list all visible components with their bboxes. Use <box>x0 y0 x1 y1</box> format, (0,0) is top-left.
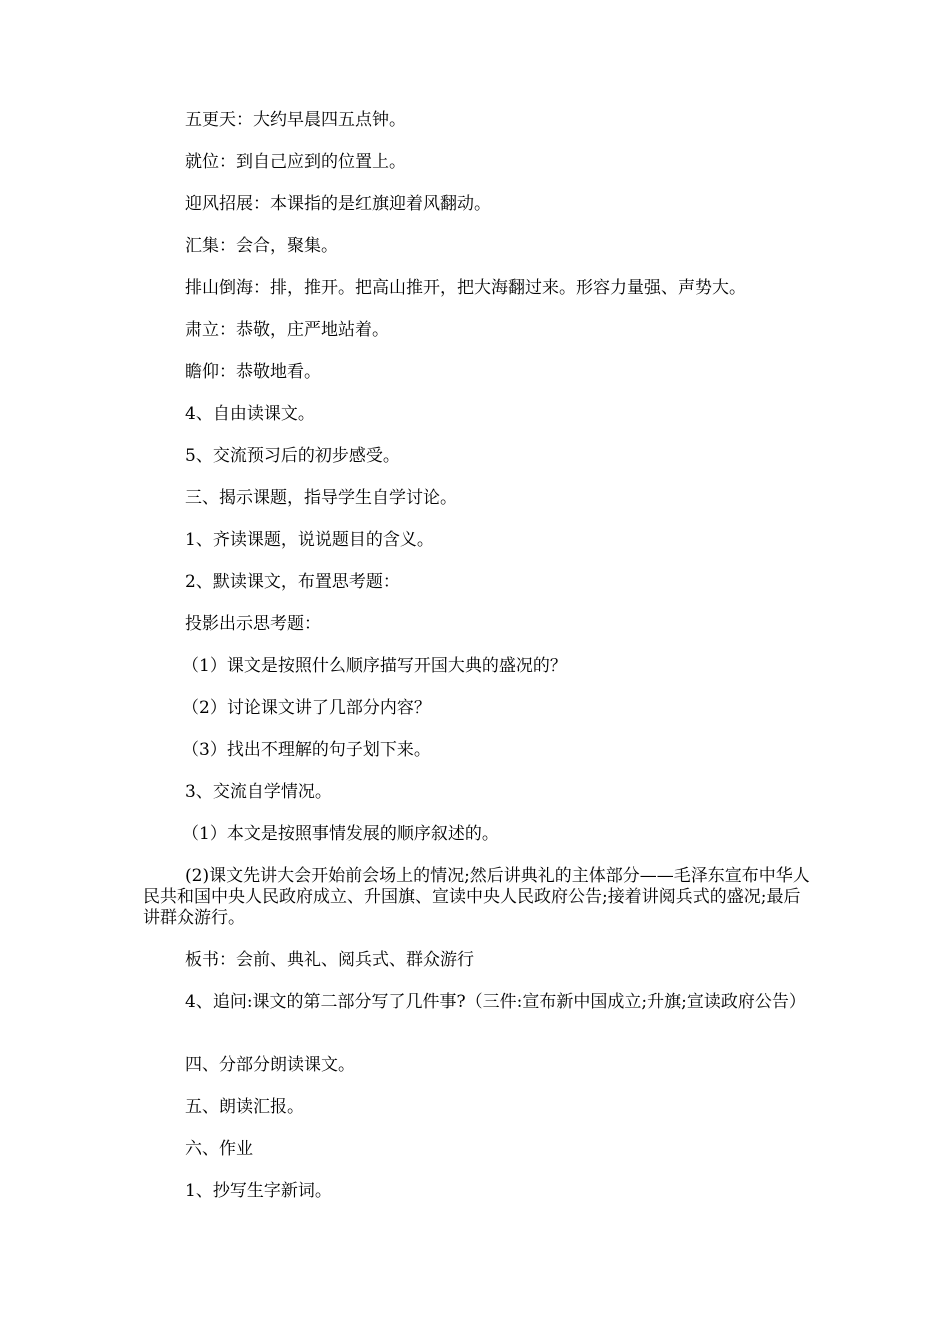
paragraph-2: 就位：到自己应到的位置上。 <box>185 152 406 172</box>
paragraph-15: （2）讨论课文讲了几部分内容？ <box>182 698 431 718</box>
paragraph-4: 汇集：会合，聚集。 <box>185 236 338 256</box>
paragraph-10: 三、揭示课题，指导学生自学讨论。 <box>185 488 457 508</box>
paragraph-3: 迎风招展：本课指的是红旗迎着风翻动。 <box>185 194 491 214</box>
paragraph-12: 2、默读课文，布置思考题： <box>185 572 400 592</box>
paragraph-18: （1）本文是按照事情发展的顺序叙述的。 <box>182 824 499 844</box>
paragraph-22: 四、分部分朗读课文。 <box>185 1055 355 1075</box>
paragraph-7: 瞻仰：恭敬地看。 <box>185 362 321 382</box>
paragraph-6: 肃立：恭敬，庄严地站着。 <box>185 320 389 340</box>
paragraph-23: 五、朗读汇报。 <box>185 1097 304 1117</box>
paragraph-14: （1）课文是按照什么顺序描写开国大典的盛况的？ <box>182 656 567 676</box>
paragraph-8: 4、自由读课文。 <box>185 404 315 424</box>
paragraph-13: 投影出示思考题： <box>185 614 321 634</box>
paragraph-5: 排山倒海：排，推开。把高山推开，把大海翻过来。形容力量强、声势大。 <box>185 278 746 298</box>
paragraph-16: （3）找出不理解的句子划下来。 <box>182 740 431 760</box>
paragraph-21: 4、追问:课文的第二部分写了几件事?（三件:宣布新中国成立;升旗;宣读政府公告） <box>185 992 806 1012</box>
paragraph-24: 六、作业 <box>185 1139 253 1159</box>
paragraph-9: 5、交流预习后的初步感受。 <box>185 446 400 466</box>
paragraph-1: 五更天：大约早晨四五点钟。 <box>185 110 406 130</box>
paragraph-19: (2)课文先讲大会开始前会场上的情况;然后讲典礼的主体部分——毛泽东宣布中华人民共和国中央人民政府成立、升国旗、宣读中央人民政府公告;接着讲阅兵式的盛况;最后讲群众游行。 <box>143 866 810 928</box>
paragraph-11: 1、齐读课题，说说题目的含义。 <box>185 530 434 550</box>
paragraph-25: 1、抄写生字新词。 <box>185 1181 332 1201</box>
paragraph-17: 3、交流自学情况。 <box>185 782 332 802</box>
paragraph-20: 板书：会前、典礼、阅兵式、群众游行 <box>185 950 474 970</box>
